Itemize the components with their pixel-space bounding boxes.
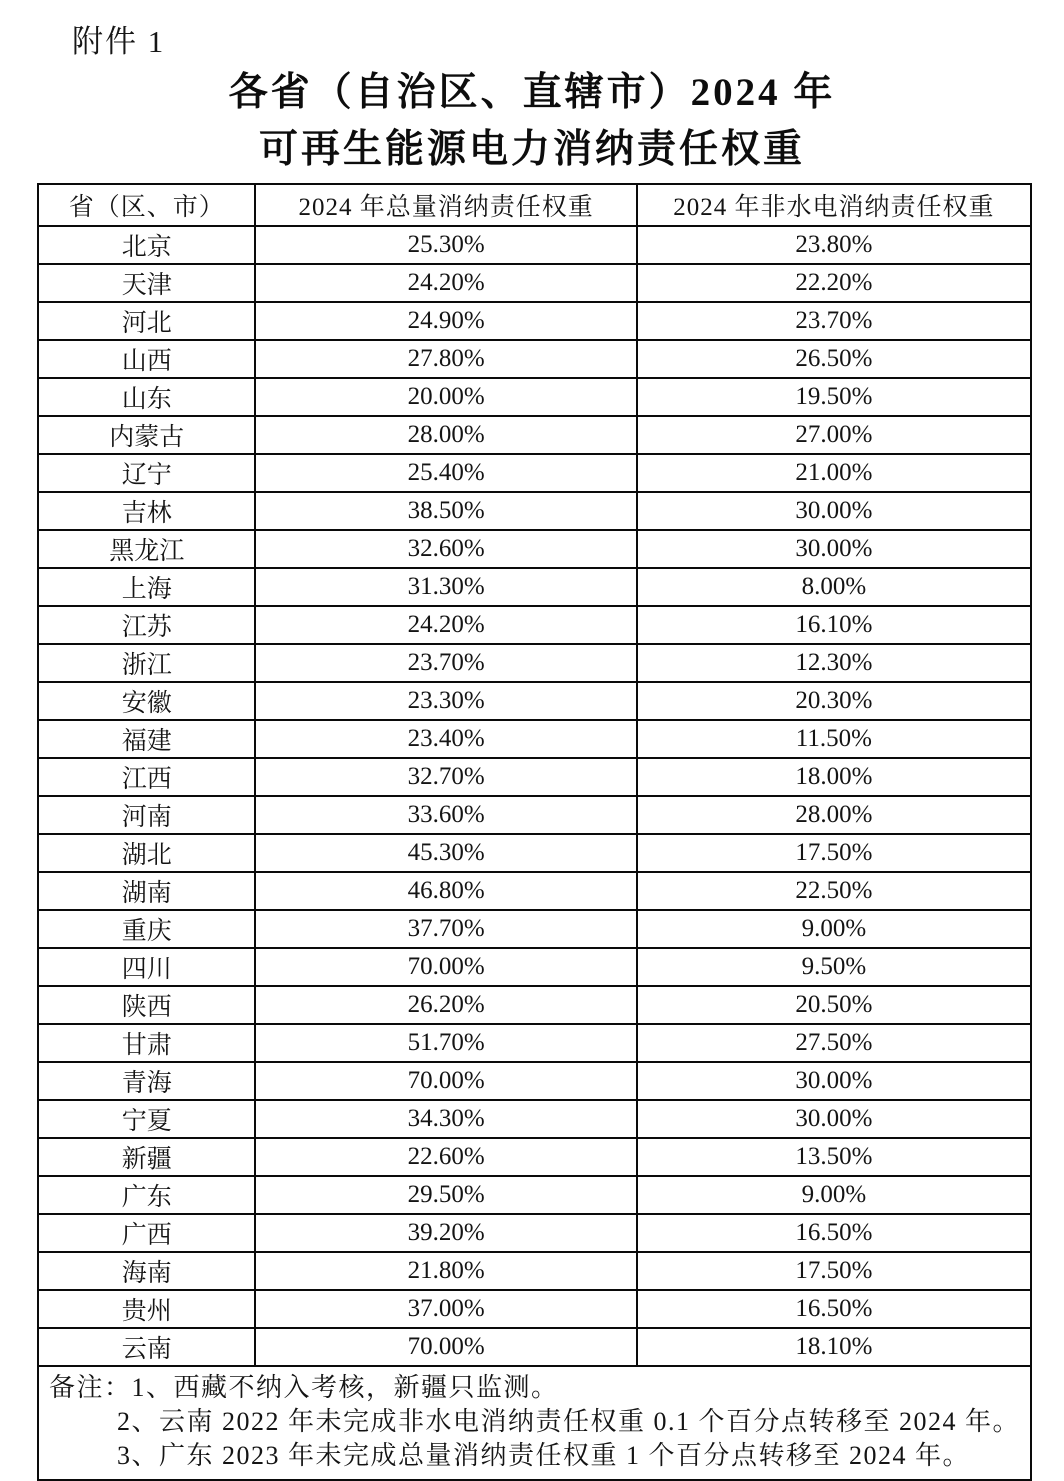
- nonhydro-weight-cell: 13.50%: [637, 1138, 1031, 1176]
- total-weight-cell: 46.80%: [255, 872, 636, 910]
- nonhydro-weight-cell: 16.50%: [637, 1214, 1031, 1252]
- table-row: [38, 948, 1031, 986]
- document-title: [0, 64, 1064, 178]
- nonhydro-weight-cell: 18.00%: [637, 758, 1031, 796]
- total-weight-cell: 25.40%: [255, 454, 636, 492]
- note-line: [49, 1371, 1020, 1405]
- province-cell: 江苏: [38, 606, 255, 644]
- province-cell: 福建: [38, 720, 255, 758]
- total-weight-cell: 24.20%: [255, 264, 636, 302]
- nonhydro-weight-cell: 23.70%: [637, 302, 1031, 340]
- table-row: [38, 1062, 1031, 1100]
- table-row: [38, 796, 1031, 834]
- total-weight-cell: 27.80%: [255, 340, 636, 378]
- table-row: [38, 226, 1031, 264]
- nonhydro-weight-cell: 21.00%: [637, 454, 1031, 492]
- total-weight-cell: 34.30%: [255, 1100, 636, 1138]
- nonhydro-weight-cell: 28.00%: [637, 796, 1031, 834]
- total-weight-cell: 39.20%: [255, 1214, 636, 1252]
- province-cell: 湖北: [38, 834, 255, 872]
- table-row: [38, 302, 1031, 340]
- header-row: [38, 184, 1031, 226]
- total-weight-cell: 38.50%: [255, 492, 636, 530]
- table-row: [38, 1328, 1031, 1366]
- total-weight-cell: 25.30%: [255, 226, 636, 264]
- province-cell: 安徽: [38, 682, 255, 720]
- table-row: [38, 872, 1031, 910]
- total-weight-cell: 37.70%: [255, 910, 636, 948]
- total-weight-cell: 22.60%: [255, 1138, 636, 1176]
- table-row: [38, 1252, 1031, 1290]
- notes-row: [38, 1366, 1031, 1480]
- notes-label: 备注：: [49, 1373, 132, 1402]
- weights-table-container: [37, 183, 1032, 1481]
- header-total-weight: 2024 年总量消纳责任权重: [255, 184, 636, 226]
- total-weight-cell: 37.00%: [255, 1290, 636, 1328]
- table-row: [38, 568, 1031, 606]
- attachment-label: 附件 1: [72, 24, 166, 59]
- total-weight-cell: 32.70%: [255, 758, 636, 796]
- nonhydro-weight-cell: 12.30%: [637, 644, 1031, 682]
- total-weight-cell: 29.50%: [255, 1176, 636, 1214]
- province-cell: 吉林: [38, 492, 255, 530]
- total-weight-cell: 45.30%: [255, 834, 636, 872]
- nonhydro-weight-cell: 9.00%: [637, 910, 1031, 948]
- total-weight-cell: 23.30%: [255, 682, 636, 720]
- total-weight-cell: 23.40%: [255, 720, 636, 758]
- total-weight-cell: 23.70%: [255, 644, 636, 682]
- total-weight-cell: 51.70%: [255, 1024, 636, 1062]
- note-item-1: 1、西藏不纳入考核，新疆只监测。: [131, 1373, 559, 1402]
- table-row: [38, 1290, 1031, 1328]
- province-cell: 江西: [38, 758, 255, 796]
- nonhydro-weight-cell: 9.00%: [637, 1176, 1031, 1214]
- province-cell: 甘肃: [38, 1024, 255, 1062]
- nonhydro-weight-cell: 30.00%: [637, 1062, 1031, 1100]
- nonhydro-weight-cell: 11.50%: [637, 720, 1031, 758]
- province-cell: 天津: [38, 264, 255, 302]
- table-row: [38, 454, 1031, 492]
- nonhydro-weight-cell: 30.00%: [637, 530, 1031, 568]
- province-cell: 上海: [38, 568, 255, 606]
- province-cell: 河南: [38, 796, 255, 834]
- province-cell: 广东: [38, 1176, 255, 1214]
- title-line-2: 可再生能源电力消纳责任权重: [258, 128, 805, 171]
- table-row: [38, 1214, 1031, 1252]
- province-cell: 北京: [38, 226, 255, 264]
- total-weight-cell: 31.30%: [255, 568, 636, 606]
- table-row: [38, 720, 1031, 758]
- table-row: [38, 492, 1031, 530]
- nonhydro-weight-cell: 27.50%: [637, 1024, 1031, 1062]
- table-row: [38, 416, 1031, 454]
- total-weight-cell: 70.00%: [255, 1062, 636, 1100]
- nonhydro-weight-cell: 20.30%: [637, 682, 1031, 720]
- total-weight-cell: 20.00%: [255, 378, 636, 416]
- province-cell: 重庆: [38, 910, 255, 948]
- total-weight-cell: 24.90%: [255, 302, 636, 340]
- province-cell: 海南: [38, 1252, 255, 1290]
- weights-table: [37, 183, 1032, 1481]
- nonhydro-weight-cell: 16.10%: [637, 606, 1031, 644]
- title-line-1: 各省（自治区、直辖市）2024 年: [228, 71, 836, 114]
- total-weight-cell: 28.00%: [255, 416, 636, 454]
- total-weight-cell: 33.60%: [255, 796, 636, 834]
- province-cell: 四川: [38, 948, 255, 986]
- total-weight-cell: 26.20%: [255, 986, 636, 1024]
- table-row: [38, 834, 1031, 872]
- nonhydro-weight-cell: 18.10%: [637, 1328, 1031, 1366]
- total-weight-cell: 21.80%: [255, 1252, 636, 1290]
- province-cell: 辽宁: [38, 454, 255, 492]
- province-cell: 内蒙古: [38, 416, 255, 454]
- table-row: [38, 606, 1031, 644]
- province-cell: 陕西: [38, 986, 255, 1024]
- table-row: [38, 1024, 1031, 1062]
- header-nonhydro-weight: 2024 年非水电消纳责任权重: [637, 184, 1031, 226]
- nonhydro-weight-cell: 8.00%: [637, 568, 1031, 606]
- total-weight-cell: 24.20%: [255, 606, 636, 644]
- total-weight-cell: 70.00%: [255, 1328, 636, 1366]
- province-cell: 广西: [38, 1214, 255, 1252]
- province-cell: 贵州: [38, 1290, 255, 1328]
- table-row: [38, 1176, 1031, 1214]
- total-weight-cell: 32.60%: [255, 530, 636, 568]
- province-cell: 云南: [38, 1328, 255, 1366]
- nonhydro-weight-cell: 19.50%: [637, 378, 1031, 416]
- province-cell: 新疆: [38, 1138, 255, 1176]
- nonhydro-weight-cell: 27.00%: [637, 416, 1031, 454]
- province-cell: 黑龙江: [38, 530, 255, 568]
- total-weight-cell: 70.00%: [255, 948, 636, 986]
- nonhydro-weight-cell: 17.50%: [637, 834, 1031, 872]
- nonhydro-weight-cell: 17.50%: [637, 1252, 1031, 1290]
- province-cell: 青海: [38, 1062, 255, 1100]
- table-row: [38, 1100, 1031, 1138]
- table-row: [38, 910, 1031, 948]
- header-province: 省（区、市）: [38, 184, 255, 226]
- nonhydro-weight-cell: 30.00%: [637, 492, 1031, 530]
- table-row: [38, 986, 1031, 1024]
- table-row: [38, 340, 1031, 378]
- nonhydro-weight-cell: 23.80%: [637, 226, 1031, 264]
- province-cell: 浙江: [38, 644, 255, 682]
- nonhydro-weight-cell: 22.50%: [637, 872, 1031, 910]
- table-row: [38, 644, 1031, 682]
- table-row: [38, 1138, 1031, 1176]
- province-cell: 山东: [38, 378, 255, 416]
- table-row: [38, 378, 1031, 416]
- note-item-3: 3、广东 2023 年未完成总量消纳责任权重 1 个百分点转移至 2024 年。: [117, 1441, 971, 1470]
- province-cell: 山西: [38, 340, 255, 378]
- notes-cell: [38, 1366, 1031, 1480]
- province-cell: 湖南: [38, 872, 255, 910]
- nonhydro-weight-cell: 20.50%: [637, 986, 1031, 1024]
- nonhydro-weight-cell: 16.50%: [637, 1290, 1031, 1328]
- province-cell: 宁夏: [38, 1100, 255, 1138]
- table-row: [38, 682, 1031, 720]
- table-row: [38, 530, 1031, 568]
- nonhydro-weight-cell: 9.50%: [637, 948, 1031, 986]
- province-cell: 河北: [38, 302, 255, 340]
- table-row: [38, 758, 1031, 796]
- nonhydro-weight-cell: 30.00%: [637, 1100, 1031, 1138]
- table-row: [38, 264, 1031, 302]
- note-item-2: 2、云南 2022 年未完成非水电消纳责任权重 0.1 个百分点转移至 2024 年。: [117, 1407, 1021, 1436]
- nonhydro-weight-cell: 22.20%: [637, 264, 1031, 302]
- nonhydro-weight-cell: 26.50%: [637, 340, 1031, 378]
- table-body: [38, 226, 1031, 1366]
